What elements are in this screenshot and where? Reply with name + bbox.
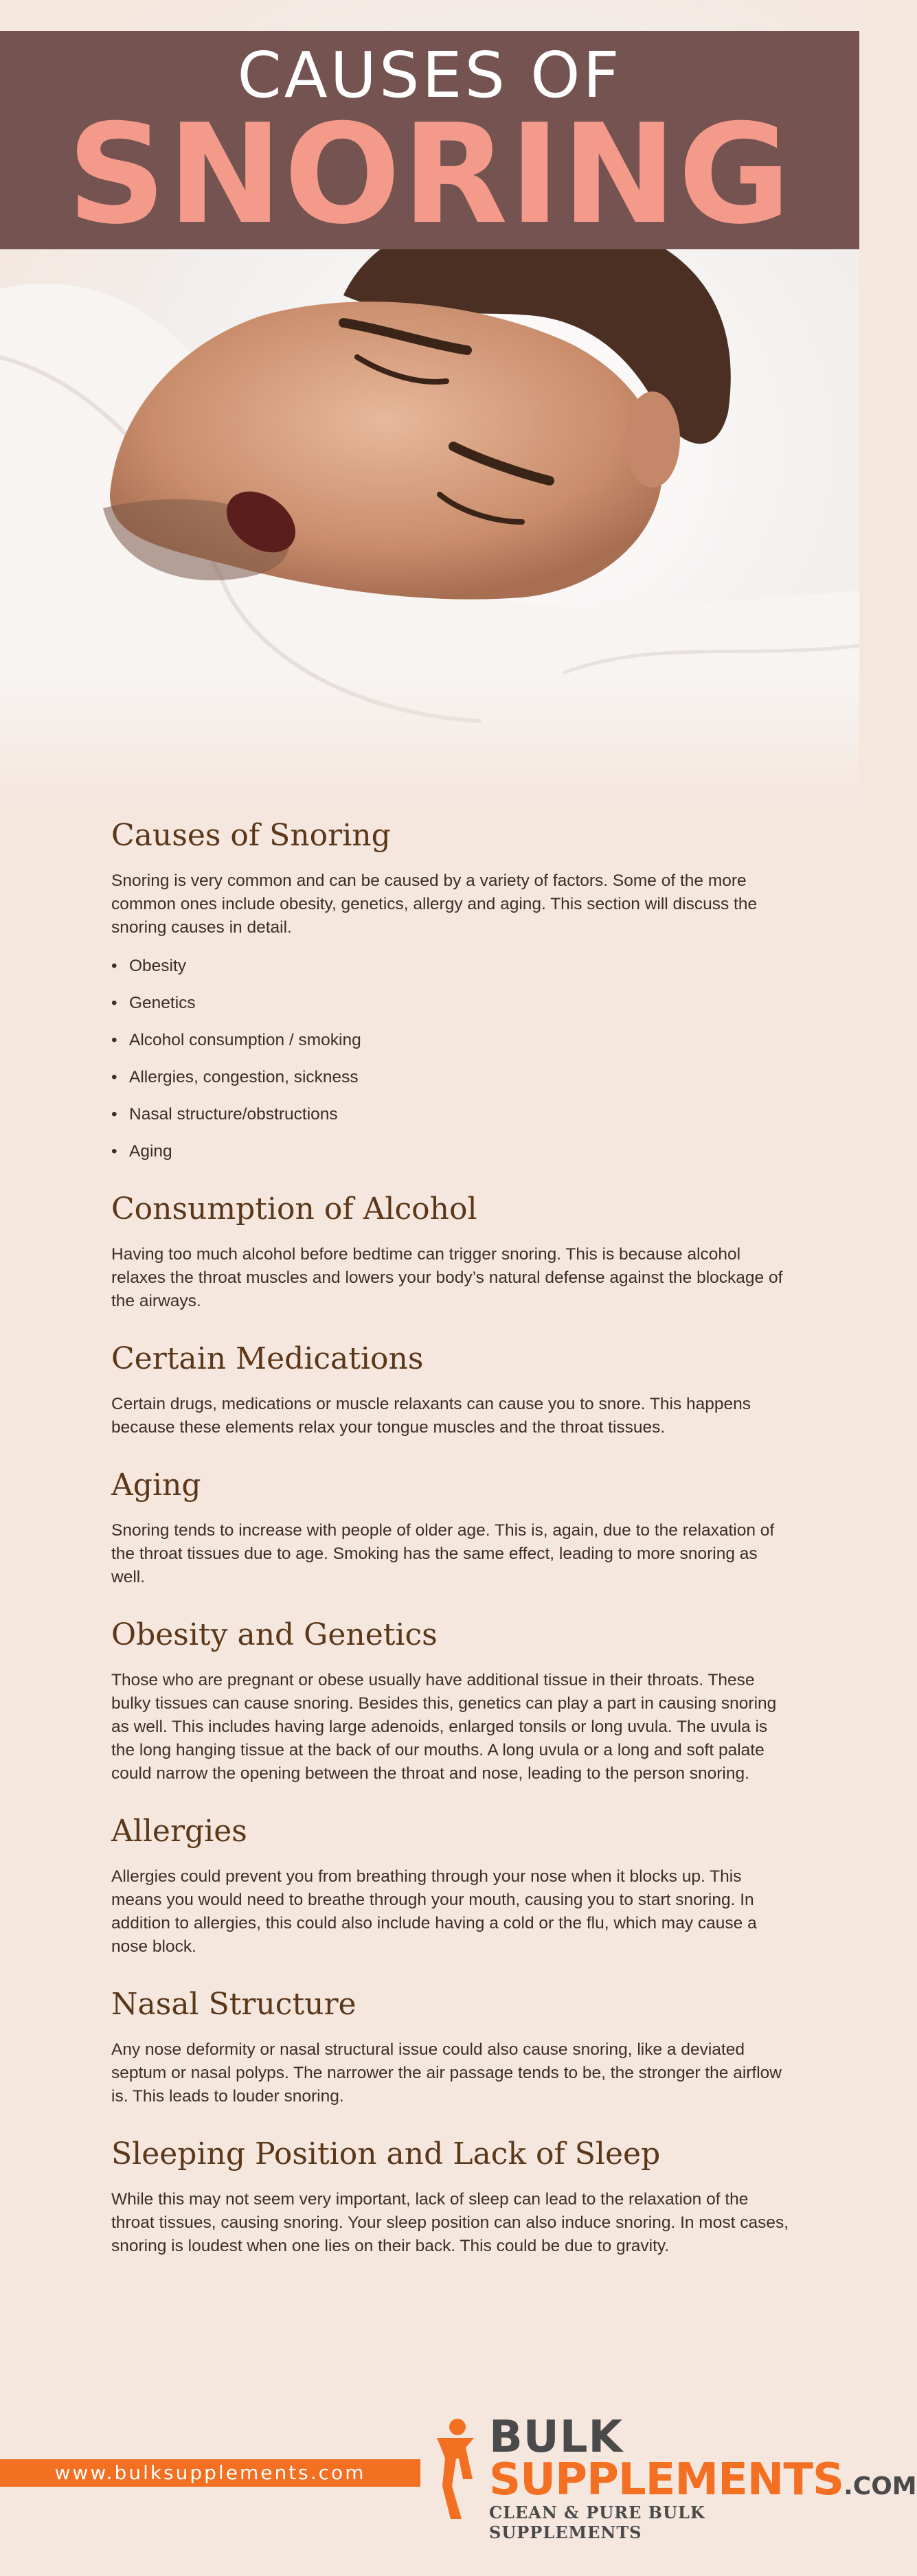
brand-logo-com: .COM: [844, 2472, 917, 2500]
brand-tagline: CLEAN & PURE BULK SUPPLEMENTS: [489, 2503, 705, 2542]
section-heading: Sleeping Position and Lack of Sleep: [111, 2136, 661, 2172]
footer-url-link[interactable]: www.bulksupplements.com: [54, 2461, 366, 2484]
brand-logo-supplements: [489, 2454, 917, 2509]
section-text: Any nose deformity or nasal structural issue could also cause snoring, like a deviated septum or nasal polyps. The narrower the air passage tends to be, the stronger the airflow is. This leads to louder snoring.: [111, 2040, 782, 2106]
section-obesity-genetics: [111, 1617, 791, 1786]
section-heading: Certain Medications: [111, 1341, 424, 1376]
causes-list: [111, 955, 791, 1163]
list-item: • Allergies, congestion, sickness: [111, 1066, 791, 1089]
section-allergies: [111, 1813, 791, 1959]
section-nasal-structure: [111, 1986, 791, 2108]
section-text: While this may not seem very important, lack of sleep can lead to the relaxation of the throat tissues, causing snoring. Your sleep position can also induce snoring. In most cases, snoring is loudest when one lies on their back. This could be due to gravity.: [111, 2190, 789, 2255]
section-heading: Aging: [111, 1468, 201, 1503]
page-title-small: CAUSES OF: [237, 38, 622, 112]
list-item: • Obesity: [111, 955, 791, 978]
section-text: Allergies could prevent you from breathing through your nose when it blocks up. This means you would need to breathe through your mouth, causing you to start snoring. In addition to allergies, this could also include having a cold or the flu, which may cause a nose block.: [111, 1867, 757, 1956]
section-sleep-position: [111, 2136, 791, 2258]
list-item: • Alcohol consumption / smoking: [111, 1029, 791, 1052]
hero: [0, 0, 859, 810]
section-text: Certain drugs, medications or muscle relaxants can cause you to snore. This happens because these elements relax your tongue muscles and the throat tissues.: [111, 1395, 751, 1437]
article-content: [111, 817, 791, 2286]
brand-logo-supplements-text: SUPPLEMENTS: [489, 2454, 844, 2505]
brand-logo-bulk: BULK: [489, 2412, 624, 2463]
section-alcohol: [111, 1191, 791, 1313]
section-heading: Obesity and Genetics: [111, 1617, 438, 1652]
section-heading: Nasal Structure: [111, 1987, 356, 2022]
list-item: • Nasal structure/obstructions: [111, 1103, 791, 1126]
brand-figure-icon: [431, 2417, 479, 2520]
list-item: • Aging: [111, 1140, 791, 1163]
section-causes: [111, 817, 791, 1163]
section-text: Those who are pregnant or obese usually have additional tissue in their throats. These bulky tissues can cause snoring. Besides this, genetics can play a part in causing snoring as well. This includes having large adenoids, enlarged tonsils or long uvula. The uvula is the long hanging tissue at the back of our mouths. A long uvula or a long and soft palate could narrow the opening between the throat and nose, leading to the person snoring.: [111, 1671, 777, 1783]
section-heading: Causes of Snoring: [111, 818, 391, 853]
page-title-big: SNORING: [67, 95, 793, 255]
section-heading: Consumption of Alcohol: [111, 1192, 477, 1227]
section-text: Snoring tends to increase with people of older age. This is, again, due to the relaxation of the throat tissues due to age. Smoking has the same effect, leading to more snoring as well.: [111, 1521, 775, 1586]
section-text: Snoring is very common and can be caused by a variety of factors. Some of the more common ones include obesity, genetics, allergy and aging. This section will discuss the snoring causes in detail.: [111, 871, 758, 937]
section-heading: Allergies: [111, 1814, 247, 1849]
section-medications: [111, 1341, 791, 1439]
list-item: • Genetics: [111, 992, 791, 1015]
section-text: Having too much alcohol before bedtime can trigger snoring. This is because alcohol relaxes the throat muscles and lowers your body’s natural defense against the blockage of the airways.: [111, 1245, 783, 1310]
section-aging: [111, 1467, 791, 1589]
